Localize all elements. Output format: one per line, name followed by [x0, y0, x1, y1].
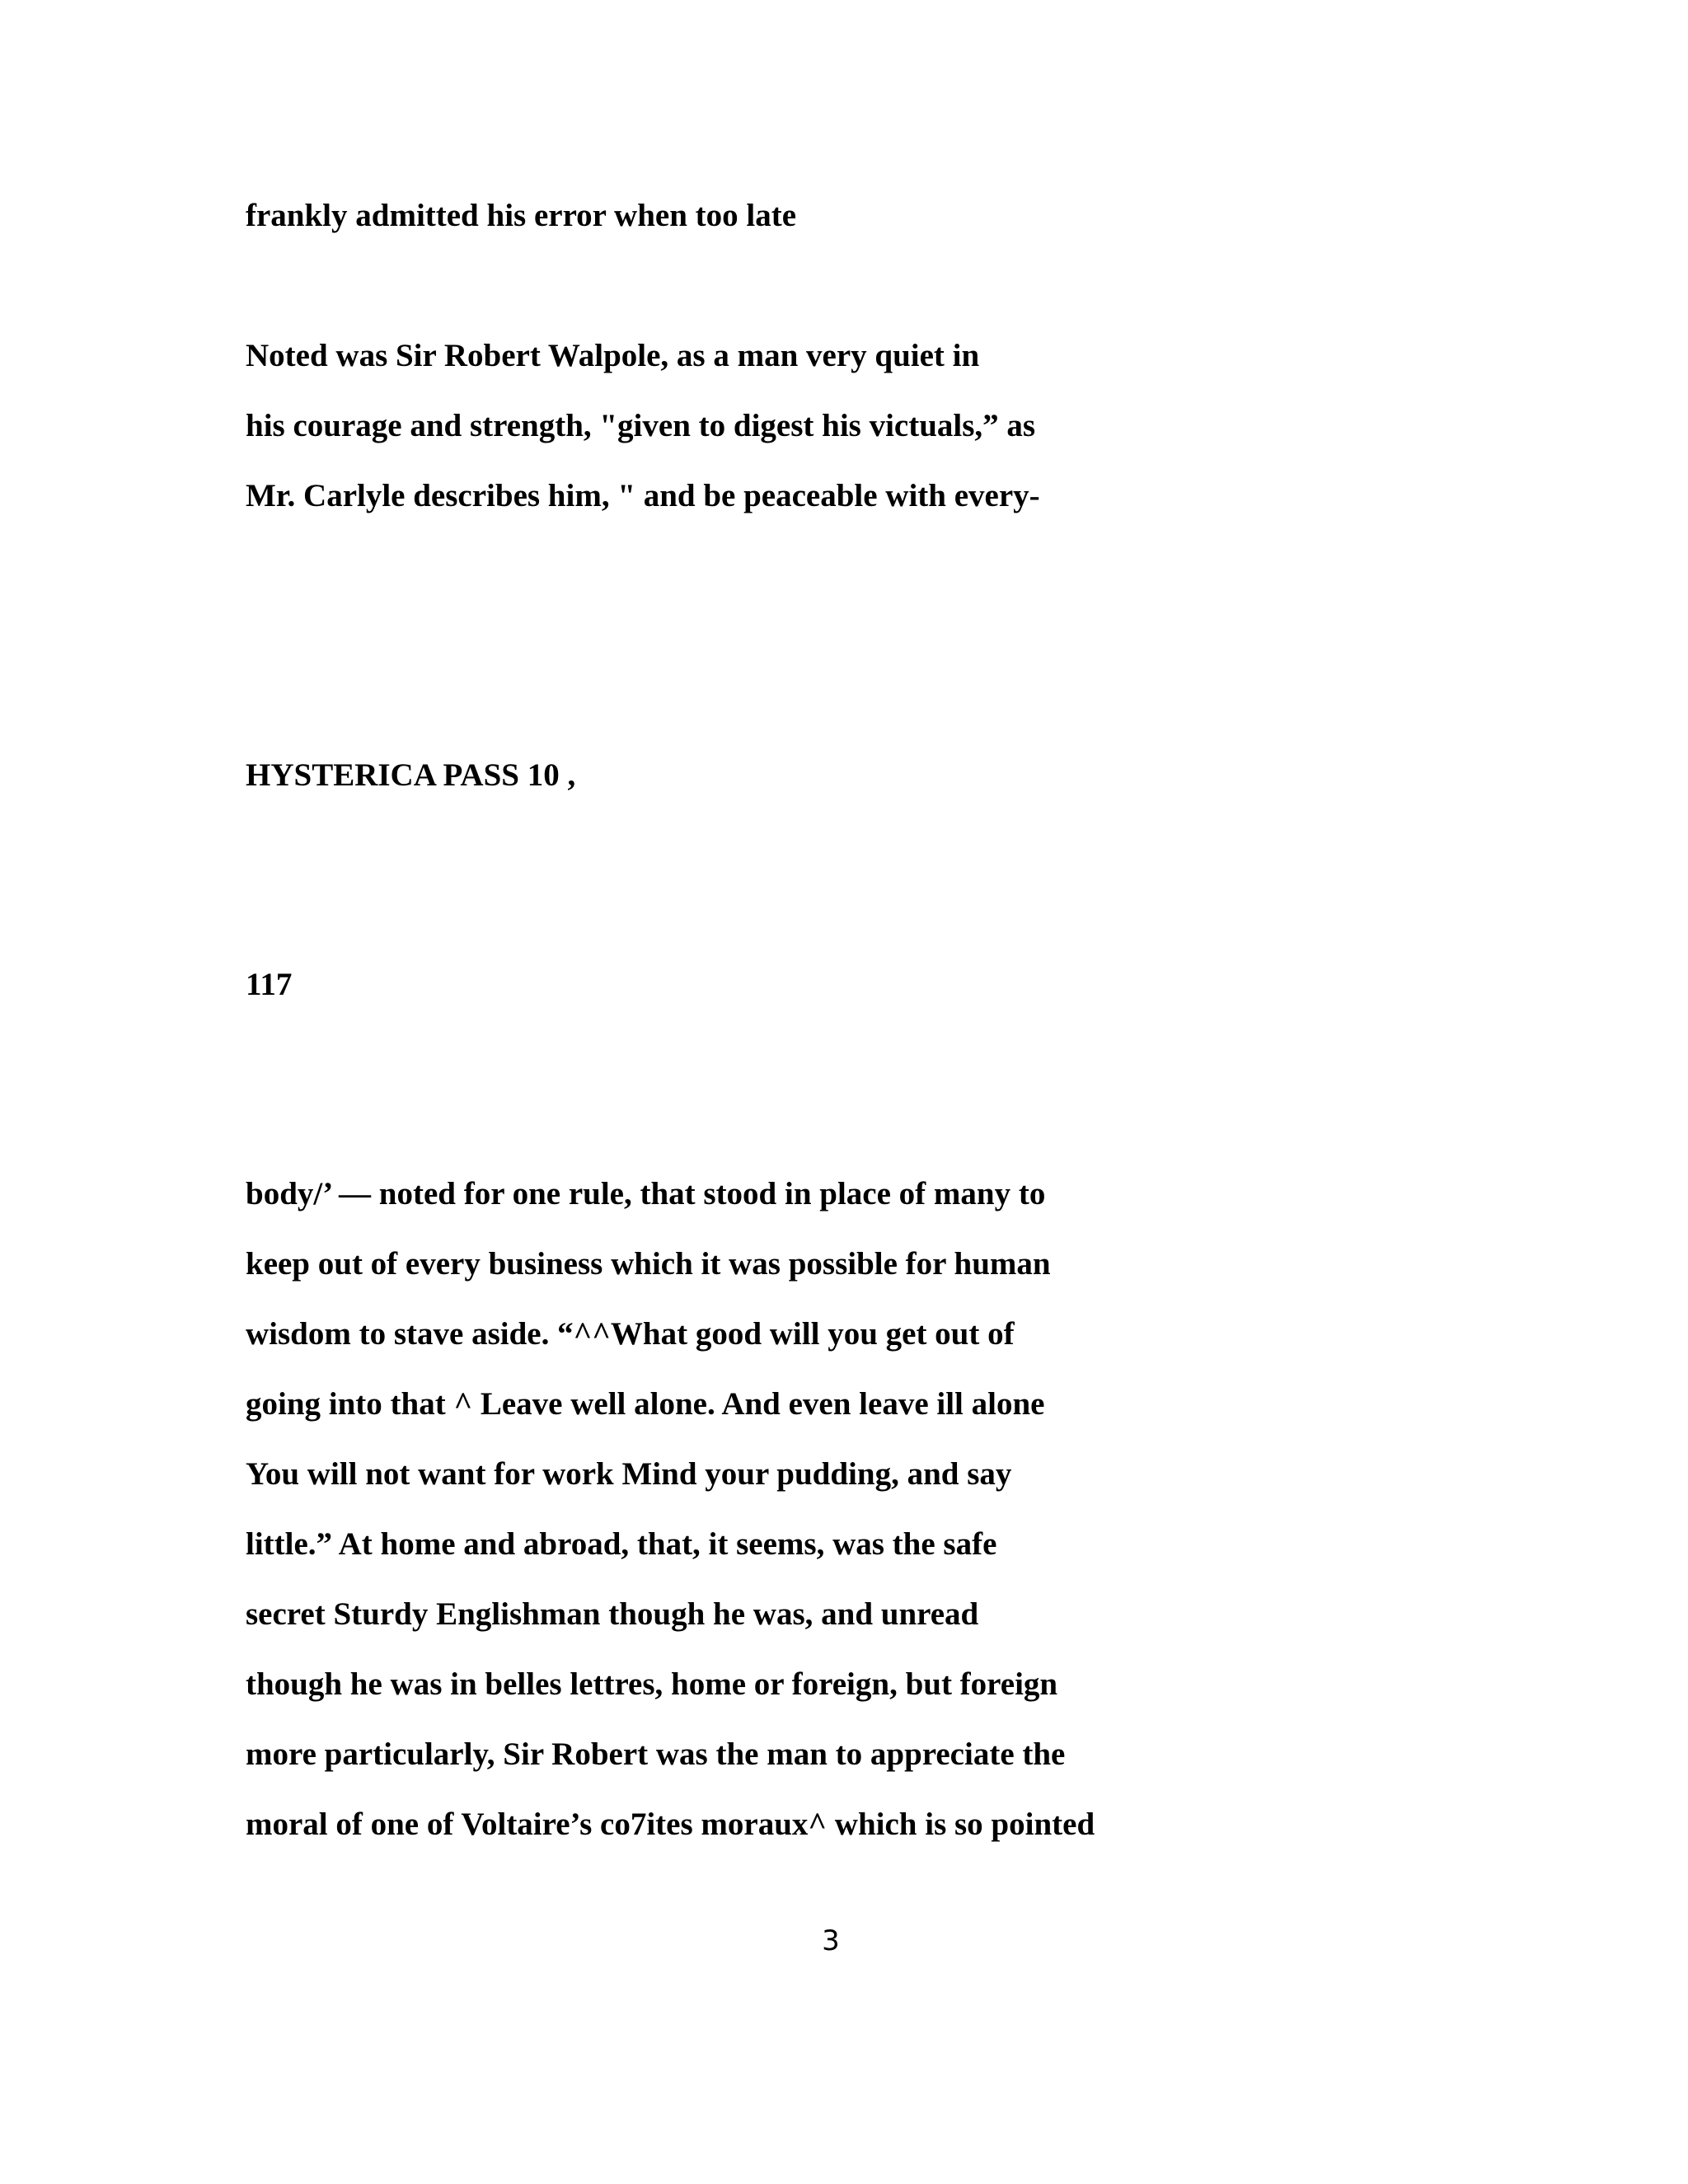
text-line: secret Sturdy Englishman though he was, and unread — [246, 1596, 979, 1632]
text-line: You will not want for work Mind your pudding, and say — [246, 1456, 1012, 1492]
text-line: wisdom to stave aside. “^^What good will you get out of — [246, 1316, 1015, 1352]
original-page-number: 117 — [246, 967, 293, 1002]
text-line: more particularly, Sir Robert was the man to appreciate the — [246, 1736, 1066, 1772]
page-number: 3 — [822, 1924, 840, 1957]
text-line: frankly admitted his error when too late — [246, 198, 797, 233]
text-line: keep out of every business which it was possible for human — [246, 1246, 1051, 1282]
text-line: moral of one of Voltaire’s co7ites moraux^ which is so pointed — [246, 1807, 1095, 1842]
text-line: little.” At home and abroad, that, it seems, was the safe — [246, 1526, 997, 1562]
text-line: though he was in belles lettres, home or foreign, but foreign — [246, 1666, 1058, 1702]
text-line: his courage and strength, "given to digest his victuals,” as — [246, 408, 1036, 443]
text-line: going into that ^ Leave well alone. And even leave ill alone — [246, 1386, 1045, 1422]
text-line: Mr. Carlyle describes him, " and be peaceable with every- — [246, 478, 1040, 513]
running-header: HYSTERICA PASS 10 , — [246, 757, 576, 793]
text-line: body/’ — noted for one rule, that stood in place of many to — [246, 1176, 1046, 1212]
text-line: Noted was Sir Robert Walpole, as a man very quiet in — [246, 338, 980, 373]
